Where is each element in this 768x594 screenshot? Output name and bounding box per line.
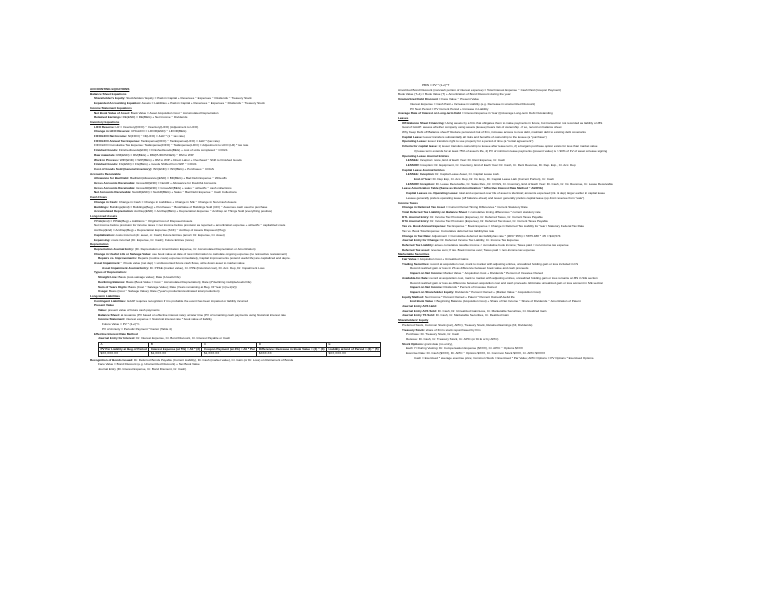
line-text: Tax vs. Book Total Expense: Cumulative deferred tax liability/tax rate [402,228,495,233]
line-text: PV Next Period = PV Current Period + Increase in Liability [410,106,489,111]
line-text: costs incurred (dr. asset, cr. Cash) Future Entries (amort: Dr. Expense, Cr. Asset) [114,232,225,237]
term-label: Sum of Years Digits: [98,284,128,289]
line-text: Dr. Interest Expense, Cr. Bond Discount, Cr. Interest Payable or Cash [135,336,231,341]
term-label: Treasury Stock: [402,327,425,332]
line-text: Using assets by a firm that obligates them to make payments in future, but transaction not recorded as liability on BS [444,120,603,125]
line-text: Exercise Date: Dr. Cash ($XXX), Dr. APIC − Options $XXX, Cr. Common Stock $XXX, Cr. APIC $XXXX [406,351,546,356]
line-text: Reissue: Dr. Cash, Cr. Treasury Stock, Cr. APIC (or Dr.E or by APIC) [406,336,499,341]
line-text: Each Yr During Vesting: Dr. Compensation Expense ($XXX), Cr. APIC − Options $XXX [406,346,523,351]
line-text: NetAR(END) = NetAR(BEG) + Sales − Bad Debt Expense − Cash Collections [131,190,237,195]
line-text: ACCOUNTING EQUATIONS [90,87,130,91]
term-label: Gross Accounts Receivable: [94,181,136,186]
line-text: Tax Expense − Book Expense = Change in Deferred Tax Liability for Year / Statutory Federal Tax Rate [446,224,585,229]
line-text: NI(FIFO) − NI(LIFO) = ΔLR * (1 − tax rate) [127,134,185,139]
text-line [90,367,390,372]
term-label: Stock Options: [402,341,424,346]
term-label: Income Statement: [98,317,126,322]
line-text: Goal of GAAP: assess whether company using assets (lessee) bears risk of ownership - if so, record on balance sheet [402,125,562,130]
table-cell: $XX,XXX.XX [326,352,380,357]
line-text: CHGLIFO = LIFOR(END) − LIFOR(BEG) [130,129,187,134]
line-text: Book Value (T+1) = Book Value (T) + Amortization of Bond Discount during the year [398,92,511,97]
line-text: TaxExpense(FIFO) − TaxExpense(LIFO) = ΔLR * (tax rate) [140,138,220,143]
line-text: grant date (no entry), [423,341,453,346]
line-text: Dr. Deferred Income Tax Liability, Cr. Income Tax Expense [439,238,519,243]
line-text: Basis (Cost − Salvage Value); Rate (*year's production/estimated total production) [108,289,220,294]
term-label: Declining Balance: [98,279,126,284]
term-label: Journal Entry for Change: [402,238,440,243]
table-cell: $XX,XXX.XX [99,352,149,357]
table-cell: $1,XXX.XX [202,352,257,357]
line-text: share of firm's stock repurchased by firm [424,327,481,332]
term-label: LESSEE: [406,158,420,163]
line-text: RE(END) = RE(BEG) + Net Income − Dividends [121,115,188,120]
line-text: Basis (Cost − Salvage Value); Rate (Years remaining at Beg. Of Year (n(n+1)/2)) [127,284,237,289]
line-text: Income Statement Equations [90,105,132,110]
term-label: Operating Lease Journal Entries [402,153,449,158]
term-label: Asset Impairment [94,261,120,266]
term-label: Recognition of Bonds Issued: [90,357,134,362]
line-text: Dr. Capital Lease Asset, Cr. Capital Lease Liab. [434,172,500,177]
term-label: Buildings: [94,204,109,209]
term-label: Average Rate of Interest on Long-term Debt [398,111,462,116]
term-label: Deferred Tax Liability: [402,242,434,247]
line-text: Net Income * Percent Owned + Patent * Percent Owned/Useful life [424,294,515,299]
term-label: Capitalization: [94,232,115,237]
term-label: Usage: [98,289,109,294]
line-text: RM(END) = RM(BEG) + RM(PURCHASES) − RM to WIP [115,152,194,157]
column-number: E [326,342,380,347]
term-label: Change in LIFO Reserve: [94,129,131,134]
term-label: Impact on Net Income: [410,271,443,276]
column-header: Coupon Payment (at 4%) = A0 * Par [203,346,255,351]
line-text: use book value at date of new information to calculate ongoing expense (no retroactive restatement) [151,251,288,256]
term-label: Net Accounts Receivable: [94,190,132,195]
term-label: Fair Value [402,257,417,262]
line-text: FG(END) = FG(BEG) + Goods Shifted from WIP − COGS [118,162,197,167]
term-label: Impact on Net Income: [410,285,443,290]
line-text: Dividends * Percent of Investee Owned [442,285,497,290]
term-label: Finished Goods: [94,148,119,153]
line-text: AccDep(END) = AccDep(BEG) + Depreciation Expense − AccDep on Things Sold (everything positive) [133,209,273,214]
term-label: Change in Deferred Tax Asset [402,205,446,210]
line-text: interest expense = historical interest rate * book value of liability [125,317,212,322]
line-text: GrossAR(END) = GrossAR(BEG) + sales − writeoffs − cash collections [135,185,232,190]
column-number: D [257,342,327,347]
line-text: WIP(END) = WIP(BEG) + RM to WIP + Direct Labor + Overhead − Shift to Finished Goods [118,157,242,162]
amortization-table [98,342,381,357]
line-text: Basis (cost-salvage value); Rate (1/useful life) [117,275,181,280]
column-header: Interest Expense (at 5%) = A0 * (3) [150,346,200,351]
term-label: FIFO/LIFO Annual Tax Expense: [94,138,141,143]
term-label: Gross Accounts Receivable: [94,185,136,190]
line-text: Shareholders' Equity [398,318,429,323]
term-label: Operating Lease: [402,139,427,144]
line-text: Market Value − Acquisition Cost + Dividends * Percent of Investee Owned [442,271,543,276]
line-text: Dr. Income Tax Provision (Expense), Cr. Deferred Taxes, Cr. Current Taxes Payable [429,214,543,219]
line-text: Dr. Cash, Cr. Marketable Securities, Cr. Realized Gain [434,313,509,318]
term-label: Journal Entry AFS Held: [402,304,437,309]
term-label: DTL Journal Entry: [402,214,430,219]
term-label: Shareholder's Equity: [94,96,126,101]
term-label: Retained Earnings: [94,115,122,120]
term-label: Deferred Tax asset: [402,247,431,252]
line-text: 3) lease term extends for at least 75% of asset's life, 4) PV of minimum lease payments (present value) is > 90% of FV of asset at lease signing [414,148,608,153]
line-text: costs incurred (Dr. Expense, Cr. Cash); Future Entries (none) [110,237,194,242]
line-text: Face Value = Bond Discount (e.g. Unamortized Discount) + Net Book Value [98,362,200,367]
text-line [90,336,390,341]
term-label: Journal Entry AFS Sold: [402,308,437,313]
line-text: GAAP requires recognition if it is probable the event has been impaired or liability incurred [126,298,249,303]
line-text: BadDebt(Allowance)(END) = BD(BEG) + Bad Debt Expense − Writeoffs [129,176,227,181]
term-label: Available-for-Sale: [402,275,429,280]
line-text: − if book value (net dep) > undiscounted future cash flows, write down asset to market value [119,261,245,266]
term-label: LESSOR: Inception: [406,181,435,186]
line-text: Accounts Receivable [90,171,121,176]
term-label: Journal Entry for Interest: [98,336,136,341]
line-text: total and expensed over life of asset is identical; amounts expensed (int. & dep) larger earlier in capital lease [458,191,606,196]
term-label: Effective Interest Rate Method [94,331,138,336]
line-text: PBIN = PV * (1+r)^T [422,83,450,87]
term-label: LESSEE: Inception: [406,172,435,177]
line-text: Amortized Bond Discount (noncash portion of interest expense) = Total Interest Expense − Cash Paid (Coupon Payment) [398,87,562,92]
line-text: 1) lessor transfers ownership to lessee after lease term, 2) a bargain purchase option exists for less than market value [437,144,598,149]
term-label: Total Deferred Tax Liability on Balance Sheet [402,209,467,214]
line-text: Repairs (routine costs) expense immediately, Capital improvements (extend useful life) are capitalized and depre. [136,256,291,261]
line-text: Depreciation [90,242,109,247]
term-label: FIFO/LIFO Net Income: [94,134,128,139]
line-text: Lessee generally prefers operating lease (off balance-sheet) and lessor generally prefers capital lease (up-front revenue from "sale") [406,195,585,200]
line-text: Cash = Exercised * average exercise price; Common Stock = Exercised * Par Value; APIC Options = PV Options * Exercised Options. [414,355,595,360]
term-label: LIFO Reserve: [94,124,115,129]
line-text: Inception: none, End of Each Year: Dr. Rent Expense, Cr. Cash [419,158,506,163]
line-text: Net income before provision for income taxes = net income before provision as reported + amortization expense + writeoffs − capitalized costs [94,223,286,228]
line-text: Income Taxes [398,200,418,205]
term-label: Journal Entry TS Sold: [402,313,435,318]
line-text: = Interest Expense in Year (t)/Average Long-term Debt Outstanding [461,111,553,116]
line-text: (Dr. Depreciation or Amortization Expense, Cr. Accumulated Depreciation or Amortization) [133,246,256,251]
term-label: Change in Useful Life or Salvage Value: [94,251,152,256]
term-label: DTA Journal Entry: [402,219,430,224]
term-label: Criteria for capital lease: [402,144,438,149]
term-label: LESSOR: [406,162,420,167]
line-text: Buildings(End) = Buildings(Beg) + Purchases − BookValue of Buildings Sold (CFI) − Assumes cash used to purchase [108,204,268,209]
term-label: Unamortized Debt Discount [398,97,438,102]
line-text: Inception: Dr. Equipment, Cr. Inventory, End of Each Year: Dr. Cash, Cr. Rent Revenue, Dr. Dep. Exp., Cr. Acc. Dep [419,162,576,167]
term-label: Equity Method: [402,294,425,299]
term-label: Contingent Liabilities: [94,298,126,303]
term-label: Allowance for Bad Debt: [94,176,130,181]
column-number: B [149,342,202,347]
table-cell: $XXX.XX [257,352,327,357]
term-label: Net Book Value of Asset: [94,110,130,115]
line-text: Dr. Cash, Dr. Unrealized Gain/Loss, Cr. Marketable Securities, Cr. Realized Gain [436,308,547,313]
term-label: Off-Balance Sheet Financing: [402,120,445,125]
line-text: PV of Annuity = Periodic Payment * Factor (Table 4) [102,326,172,331]
line-text: Stockholders' Equity = Paid-in Capital + Revenues − Expenses − Dividends − Treasury Stock [125,96,252,101]
text-line [398,356,698,361]
line-text: arises cumulative taxable income < cumulative book income; Taxes paid < non-income tax expense [433,242,569,247]
term-label: Work in Process: [94,157,119,162]
term-label: Tax vs. Book Annual Expense: [402,224,447,229]
table-cell: $1,XXX.XX [149,352,202,357]
line-text: = Beginning Balance (Acquisition Cost) + Share of Net Income − Share of Dividends − Amortization of Patent [433,299,581,304]
line-text: present value of future cash payments [106,308,160,313]
line-text: Interest Expense = Cash Paid + Increase in Liability (e.g. Decrease in unamortized Discount) [410,101,536,106]
line-text: GrossAR(END) = NetAR + Allowance for Doubtful Accounts [135,181,217,186]
line-text: FIFO/LIFO Cumulative Tax Expense: TaxExpense(FIFO) − TaxExpense(LIFO) = Adjustment to LIFO (LR) * tax rate [94,143,249,148]
line-text: Assets = Liabilities + Paid-in Capital + Revenues − Expenses − Dividends − Treasury Stock [140,101,265,106]
term-label: Change in Cash: [94,199,119,204]
line-text: Dr. PP&E (market value), Cr. PPE (historical cost), Dr. Acc. Dep, Dr. Impairment Loss [149,265,265,270]
line-text: Change in Cash = Change in Liabilities + Change in S/E − Change in Non-Cash Assets [118,199,237,204]
term-label: Capital Lease: [402,134,423,139]
line-text: Long-term Liabilities [90,293,120,298]
term-label: Value: [98,308,107,313]
line-text: Long-Lived Assets [90,213,118,218]
line-text: Dr. Dep Exp, Cr. Acc. Dep, Dr. Int. Exp., Dr. Capital Lease Liab (Current Portion), Cr. Cash [431,177,554,182]
line-text: record at acquisition cost, mark to market with adjusting entries, unrealized holding gain or loss remains on BS in S/E section [428,275,598,280]
term-label: Cost of Goods Sold (General Inventory): [94,166,153,171]
term-label: Straight Line: [98,275,118,280]
line-text: Dividends * Percent Owned + (Market Value − Acquisition Cost) [454,289,541,294]
column-header: Liability at End of Period = (3) − (5) [328,346,379,351]
line-text: Preferred Stock, Common Stock (par), APIC), Treasury Stock, Retained Earnings (NI, Dividends) [402,322,533,327]
term-label: Trading Securities: [402,261,430,266]
line-text: Leases [398,115,409,120]
line-text: Balance Sheet Equations [90,91,127,96]
term-label: Capital Leases vs. Operating Lease: [406,191,459,196]
line-text: Dr. Lease Receivable, Cr. Sales Rev., Dr. COGS, Cr. Inventory, End of Each Year: Dr. Cash, Cr. Int. Revenue, Cr. Lease Receivable [434,181,613,186]
term-label: Accumulated Depreciation: [94,209,134,214]
line-text: Basis (Book Value = Cost − Accumulated Depreciation); Rate (2*declining multiple/useful life) [125,279,252,284]
term-label: Lease Amortization Table (Same as Bond Amortization − Effective Interest Rate Method − ABOVE) [402,186,544,191]
line-text: Record realized gain or loss in I/S as difference between book value and cash proceeds [410,266,529,271]
line-text: = cumulative timing differences * current statutory rate [466,209,541,214]
column-header: PV Per Liability at Beg of Period [100,346,147,351]
term-label: Finished Goods: [94,162,119,167]
term-label: Change in Tax Rate: [402,233,432,238]
line-text: = Acquisition Cost + Unrealized Gains [416,257,469,262]
term-label: Repairs vs. Improvements: [98,256,137,261]
line-text: Inventory Equations [90,119,120,124]
line-text: INV(END) = INV(BEG) + Purchases − COGS [152,166,214,171]
line-text: Adjustment = Cumulative deferred tax liability/tax rate * (30%−35%) = 5875.488 * .05 = $43,574 [431,233,561,238]
term-label: End Book Value [410,299,434,304]
line-text: Journal Entry (Dr. Interest Expense, Cr. Bond Discount, Cr. Cash) [98,367,187,372]
term-label: Expensing: [94,237,111,242]
line-text: lessor transfers substantially all risks and benefits of ownership to the lessee (a "purchase") [422,134,547,139]
term-label: Raw materials: [94,152,116,157]
line-text: AccDep(End) = AccDep(Beg) + Depreciation Expense (SCF) − AccDep of Assets Disposed (Plug) [94,228,226,233]
term-label: End of Year: [414,177,432,182]
term-label: Balance Sheet: [98,312,120,317]
line-text: Future Value = PV * (1+r)^n [102,322,140,327]
term-label: Impact on Shareholder Equity: [410,289,455,294]
term-label: Depreciation Journal Entry: [94,246,134,251]
term-label: Expanded Accounting Equation: [94,101,141,106]
line-text: lessor transfers right to use property for a period of time (a "rental agreement") [426,139,534,144]
line-text: PP&E(End) = PP&E(Beg) + Additions − Original Cost of Disposed Assets [94,218,193,223]
line-text: Book Value = Asset Acquisition Cost − Accumulated Depreciation [129,110,219,115]
line-text: reverse sum; If tax. Book income over; Taxes paid > non-income tax expense [430,247,535,252]
term-label: Capital Lease Journal Entries [402,167,445,172]
line-text: Purchase: Dr. Treasury Stock, Cr. Cash [406,332,460,337]
line-text: Why Keep Debt off Balance sheet? Reduce perceived risk of firm, increase access to new debt, maintain debt to existing debt covenants [402,130,586,135]
column-header: Difference: Decrease in Book Value = (4) − (3) [258,346,325,351]
line-text: Cash Flows [90,195,107,200]
column-number: A [99,342,149,347]
line-text: at issuance (PV based on effective interest rate); at later time (PV of remaining cash payments using historical interest rate [119,312,286,317]
line-text: Dr. Deferred Bonds Payable (Current Liability), Dr. Cash (market value), Cr. Gain (or Dr. Loss) on Retirement of Bonds [133,357,294,362]
term-label: Present Value [94,303,114,308]
term-label: Types of Depreciation: [94,270,127,275]
line-text: Marketable Securities [398,252,430,257]
left-column [90,87,390,372]
line-text: Record realized gain or loss as difference between acquisition cost and cash proceeds. Eliminate unrealized gain or loss account in S/E section [410,280,604,285]
line-text: = Face Value − Present Value [437,97,479,102]
column-number: C [202,342,257,347]
right-column [398,83,698,360]
term-label: Asset Impairment Journal Entry: [102,265,150,270]
line-text: Dr. Income Tax Provision (Expense), Dr. Deferred Tax Asset, Cr. Current Taxes Payable [429,219,548,224]
line-text: LR = Inventory(FIFO) − Inventory(LIFO) (Adjustment to LIFO) [114,124,199,129]
line-text: = Current Period Timing Differences * Current Statutory Rate [445,205,528,210]
line-text: record at acquisition cost, mark to market with adjusting entries, unrealized holding gain or loss included in I/S [429,261,579,266]
line-text: FinishedGoods(END) = FinishedGoods(BEG) + cost of units completed − COGS [118,148,228,153]
